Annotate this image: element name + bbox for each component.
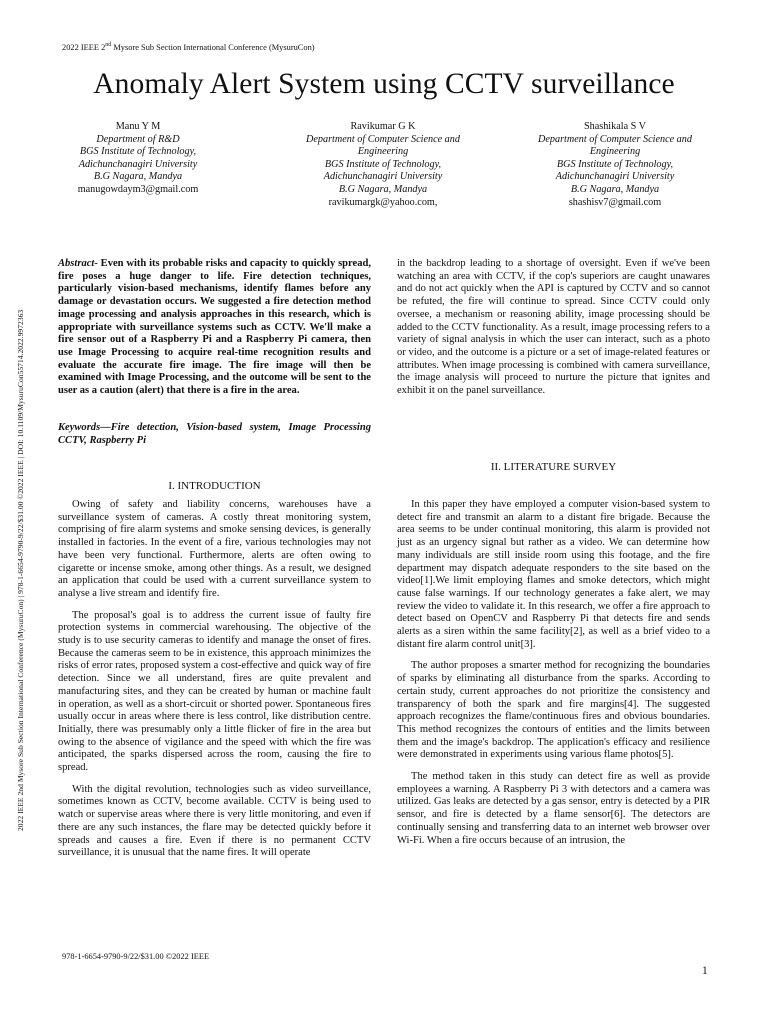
author-block-1	[58, 121, 218, 197]
conference-header	[62, 42, 315, 52]
page-number: 1	[702, 965, 708, 977]
introduction-continued: in the backdrop leading to a shortage of oversight. Even if we've been watching an area with CCTV, if the cop's superiors are caught unawares and do not act quickly when the API is captured by CCTV and so cannot be refuted, the fire will continue to spread. Since CCTV could only oversee, a mechanism or reasoning ability, image processing should be added to the CCTV functionality. As a result, image processing refers to a variety of signal analysis in which the user can interact, such as a photo or video, and the outcome is a picture or a set of image-related features or attributes. When image processing is combined with camera surveillance, the image analysis will proceed to nurture the picture that ignites and exhibit it on the panel surveillance.	[397, 258, 710, 397]
keywords: Keywords—Fire detection, Vision-based system, Image Processing CCTV, Raspberry Pi	[58, 422, 371, 446]
doi-sidebar	[8, 180, 24, 840]
conf-superscript: nd	[105, 42, 112, 48]
author-block-3	[520, 121, 710, 209]
paragraph: Owing of safety and liability concerns, warehouses have a surveillance system of cameras. A costly threat monitoring system, comprising of fire alarm systems and smoke sensing devices, is generally installed in factories. In the event of a fire, various technologies may not have been very functional. Furthermore, alerts are often owing to cigarette or incense smoke, among other things. As a result, we designed an application that could be used with a current surveillance system to analyse a live stream and identify fire.	[58, 499, 371, 599]
paragraph: The proposal's goal is to address the current issue of faulty fire protection systems in commercial warehousing. The objective of the study is to use security cameras to identify and manage the onset of fires. Because the cameras seem to be in existence, this approach minimizes the risks of error rates, proposed system a cost-effective and quick way of fire detection. Since we all understand, fires are quite prevalent and manufacturing sites, and they can be created by human or machine fault in operation, as well as a short-circuit or shorted power. Spontaneous fires usually occur in areas where there is less control, like distribution centre. Initially, there was presumably only a little flicker of fire in the area but owing to the absence of vigilance and the speed with which the fire was anticipated, the sparks dispersed across the room, causing the fire to spread.	[58, 609, 371, 774]
paragraph: The method taken in this study can detect fire as well as provide employees a warning. A Raspberry Pi 3 with detectors and a camera was utilized. Gas leaks are detected by a gas sensor, entry is detected by a PIR sensor, and fire is detected by a flame sensor[6]. The detectors are continually sensing and transferring data to an internet web browser over Wi-Fi. When a fire occurs because of an intrusion, the	[397, 771, 710, 846]
paragraph: With the digital revolution, technologies such as video surveillance, sometimes known as CCTV, become available. CCTV is being used to watch or supervise areas where there is very little monitoring, and even if there are any such instances, the flare may be detected quickly before it spreads and causes a fire. Even if there is no permanent CCTV surveillance, it is unusual that the name fires. It will operate	[58, 783, 371, 859]
conf-text-post: Mysore Sub Section International Conference (MysuruCon)	[111, 42, 315, 52]
abstract	[58, 258, 371, 398]
author-location: B.G Nagara, Mandya	[570, 183, 660, 195]
paragraph: The author proposes a smarter method for recognizing the boundaries of sparks by eliminating all disturbance from the sparks. According to certain study, current approaches do not prioritize the consistency and transparency of both the spark and fire margins[4]. The suggested approach recognizes the flame/continuous fires and obvious boundaries. This method recognizes the contours of entities and the limits between them and the image's backdrop. The application's efficacy and resilience were demonstrated in experiments using various flame photos[5].	[397, 660, 710, 761]
abstract-text: Even with its probable risks and capacity to quickly spread, fire poses a huge danger to life. Fire detection techniques, particularly vision-based mechanisms, identify flames before any damage or devastation occurs. We suggested a fire detection method image processing and analysis approaches in this research, which is appropriate with surveillance systems such as CCTV. We'll make a fire sensor out of a Raspberry Pi and a Raspberry Pi camera, then use Image Processing to acquire real-time recognition results and evaluate the accurate fire image. The fire image will then be examined with Image Processing, and the outcome will be sent to the user as a caution (alert) that there is a fire in the area.	[58, 258, 371, 397]
author-location: B.G Nagara, Mandya	[93, 171, 183, 183]
author-name: Manu Y M	[115, 121, 161, 132]
author-inst: BGS Institute of Technology,	[324, 158, 442, 170]
section-heading-introduction: I. INTRODUCTION	[168, 480, 261, 492]
doi-sidebar-text: 2022 IEEE 2nd Mysore Sub Section International Conference (MysuruCon) | 978-1-6654-9790-9/22/$31.00 ©2022 IEEE | DOI: 10.1109/MysuruCon55714.2022.9972363	[16, 309, 25, 831]
literature-survey-body	[397, 499, 710, 856]
author-name: Ravikumar G K	[350, 121, 416, 132]
author-block-2	[288, 121, 478, 209]
author-location: B.G Nagara, Mandya	[338, 183, 428, 195]
author-univ: Adichunchanagiri University	[555, 171, 675, 183]
conf-text-pre: 2022 IEEE 2	[62, 42, 106, 52]
author-inst: BGS Institute of Technology,	[79, 146, 197, 158]
author-inst: BGS Institute of Technology,	[556, 158, 674, 170]
copyright-footer: 978-1-6654-9790-9/22/$31.00 ©2022 IEEE	[62, 952, 210, 961]
introduction-body	[58, 499, 371, 869]
author-dept: Department of Computer Science and Engineering	[306, 133, 460, 158]
author-email: shashisv7@gmail.com	[568, 196, 662, 208]
paper-title: Anomaly Alert System using CCTV surveillance	[93, 68, 675, 100]
author-name: Shashikala S V	[583, 121, 647, 132]
author-univ: Adichunchanagiri University	[323, 171, 443, 183]
abstract-label: Abstract-	[58, 258, 98, 269]
author-dept: Department of R&D	[96, 133, 180, 145]
author-dept: Department of Computer Science and Engineering	[538, 133, 692, 158]
author-email: manugowdaym3@gmail.com	[77, 183, 199, 195]
author-email: ravikumargk@yahoo.com,	[328, 196, 438, 208]
paragraph: In this paper they have employed a computer vision-based system to detect fire and transmit an alarm to a distant fire brigade. Because the area seems to be under continual monitoring, this alarm is provided not just as an urgency signal but rather as a video. We can determine how many individuals are still inside room using this footage, and the fire department may dispatch adequate responders to the site based on the video[1].We limit employing flames and smoke detectors, which might cause false warnings. If our technology generates a fake alert, we may review the video to validate it. In this research, we offer a fire approach to detect based on OpenCV and Raspberry Pi that detects fire and sends alerts as a siren within the same facility[2], as well as a brief video to a distant fire alarm control unit[3].	[397, 499, 710, 650]
section-heading-literature-survey: II. LITERATURE SURVEY	[490, 461, 617, 473]
author-univ: Adichunchanagiri University	[78, 158, 198, 170]
